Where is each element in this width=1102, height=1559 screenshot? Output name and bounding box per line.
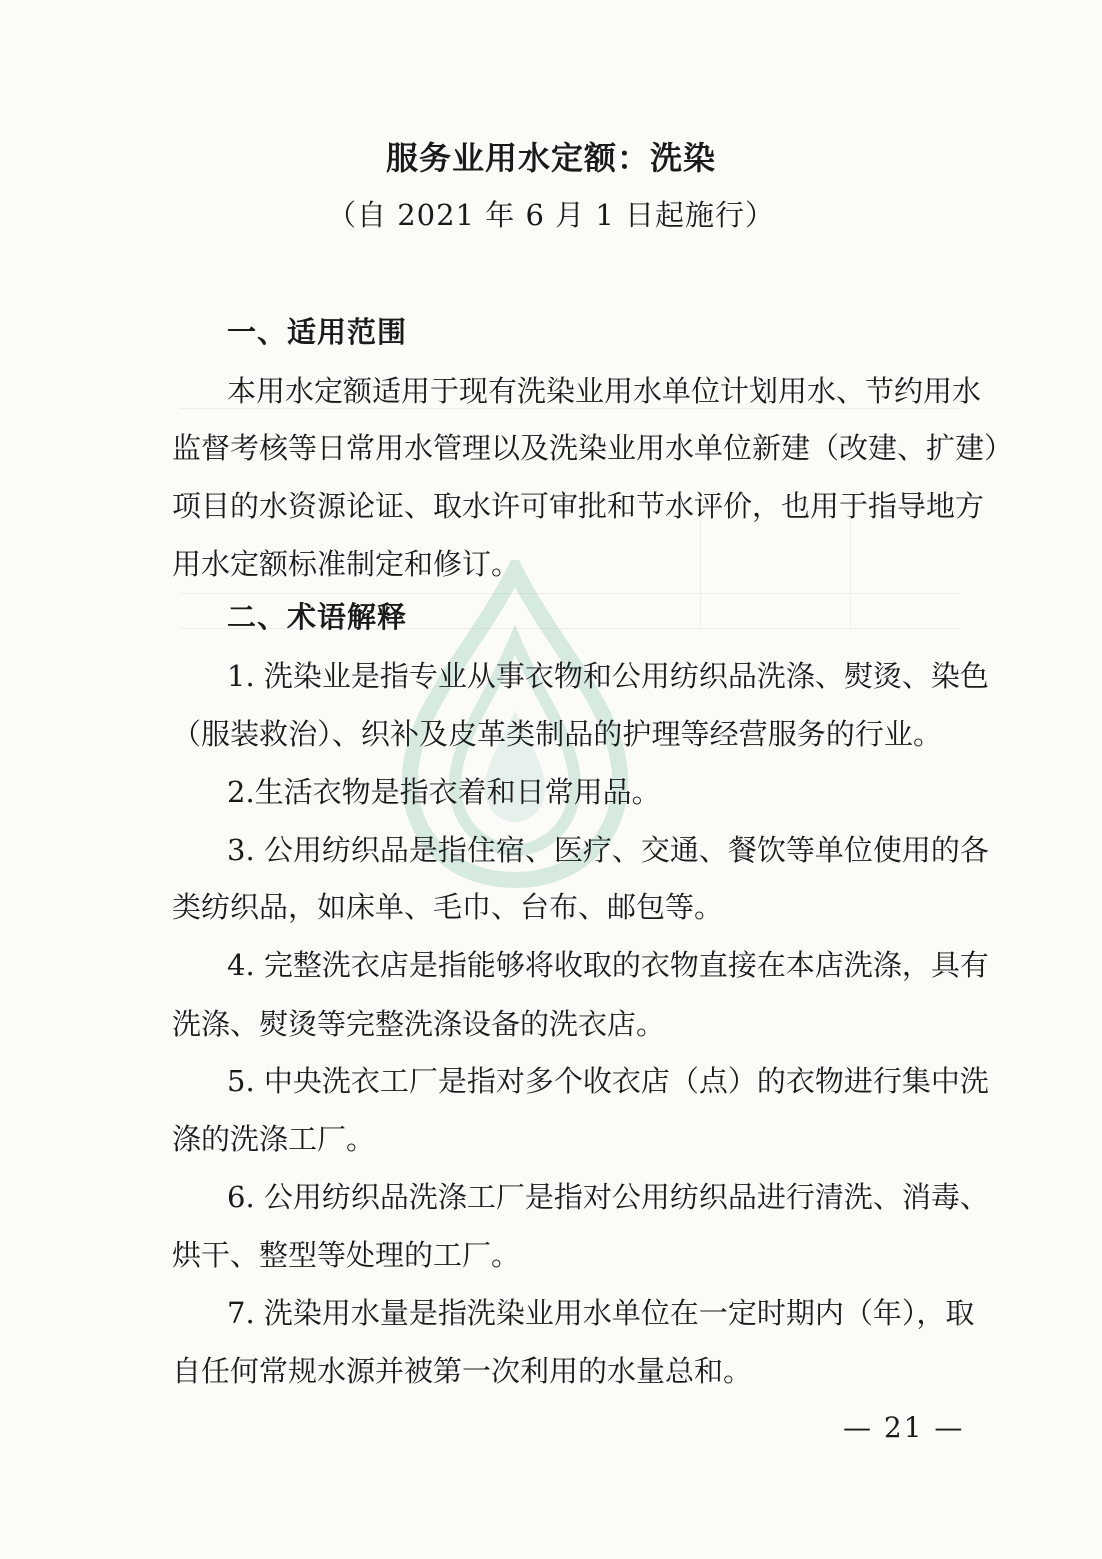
- paragraph-line: 7. 洗染用水量是指洗染业用水单位在一定时期内（年），取: [227, 1296, 975, 1330]
- paragraph-line: 烘干、整型等处理的工厂。: [172, 1238, 521, 1272]
- paragraph-line: 类纺织品，如床单、毛巾、台布、邮包等。: [172, 890, 724, 924]
- paragraph-line: 2.生活衣物是指衣着和日常用品。: [227, 775, 661, 809]
- paragraph-line: 自任何常规水源并被第一次利用的水量总和。: [172, 1354, 753, 1388]
- paragraph-line: 5. 中央洗衣工厂是指对多个收衣店（点）的衣物进行集中洗: [227, 1064, 989, 1098]
- paragraph-line: 涤的洗涤工厂。: [172, 1122, 376, 1156]
- paragraph-line: 用水定额标准制定和修订。: [172, 547, 521, 581]
- page-number: — 21 —: [843, 1411, 965, 1444]
- paragraph-line: 洗涤、熨烫等完整洗涤设备的洗衣店。: [172, 1007, 666, 1041]
- paragraph-line: 监督考核等日常用水管理以及洗染业用水单位新建（改建、扩建）: [172, 431, 1014, 465]
- paragraph-line: 本用水定额适用于现有洗染业用水单位计划用水、节约用水: [227, 374, 982, 408]
- paragraph-line: 3. 公用纺织品是指住宿、医疗、交通、餐饮等单位使用的各: [227, 833, 989, 867]
- document-title: 服务业用水定额：洗染: [385, 139, 716, 177]
- paragraph-line: 1. 洗染业是指专业从事衣物和公用纺织品洗涤、熨烫、染色: [227, 659, 989, 693]
- paragraph-line: 6. 公用纺织品洗涤工厂是指对公用纺织品进行清洗、消毒、: [227, 1180, 989, 1214]
- paragraph-line: 项目的水资源论证、取水许可审批和节水评价，也用于指导地方: [172, 489, 985, 523]
- section-heading-terms: 二、术语解释: [227, 600, 408, 634]
- paragraph-line: 4. 完整洗衣店是指能够将收取的衣物直接在本店洗涤，具有: [227, 948, 989, 982]
- section-heading-scope: 一、适用范围: [227, 315, 408, 349]
- effective-date-subtitle: （自 2021 年 6 月 1 日起施行）: [326, 198, 775, 232]
- paragraph-line: （服装救治）、织补及皮革类制品的护理等经营服务的行业。: [172, 717, 942, 751]
